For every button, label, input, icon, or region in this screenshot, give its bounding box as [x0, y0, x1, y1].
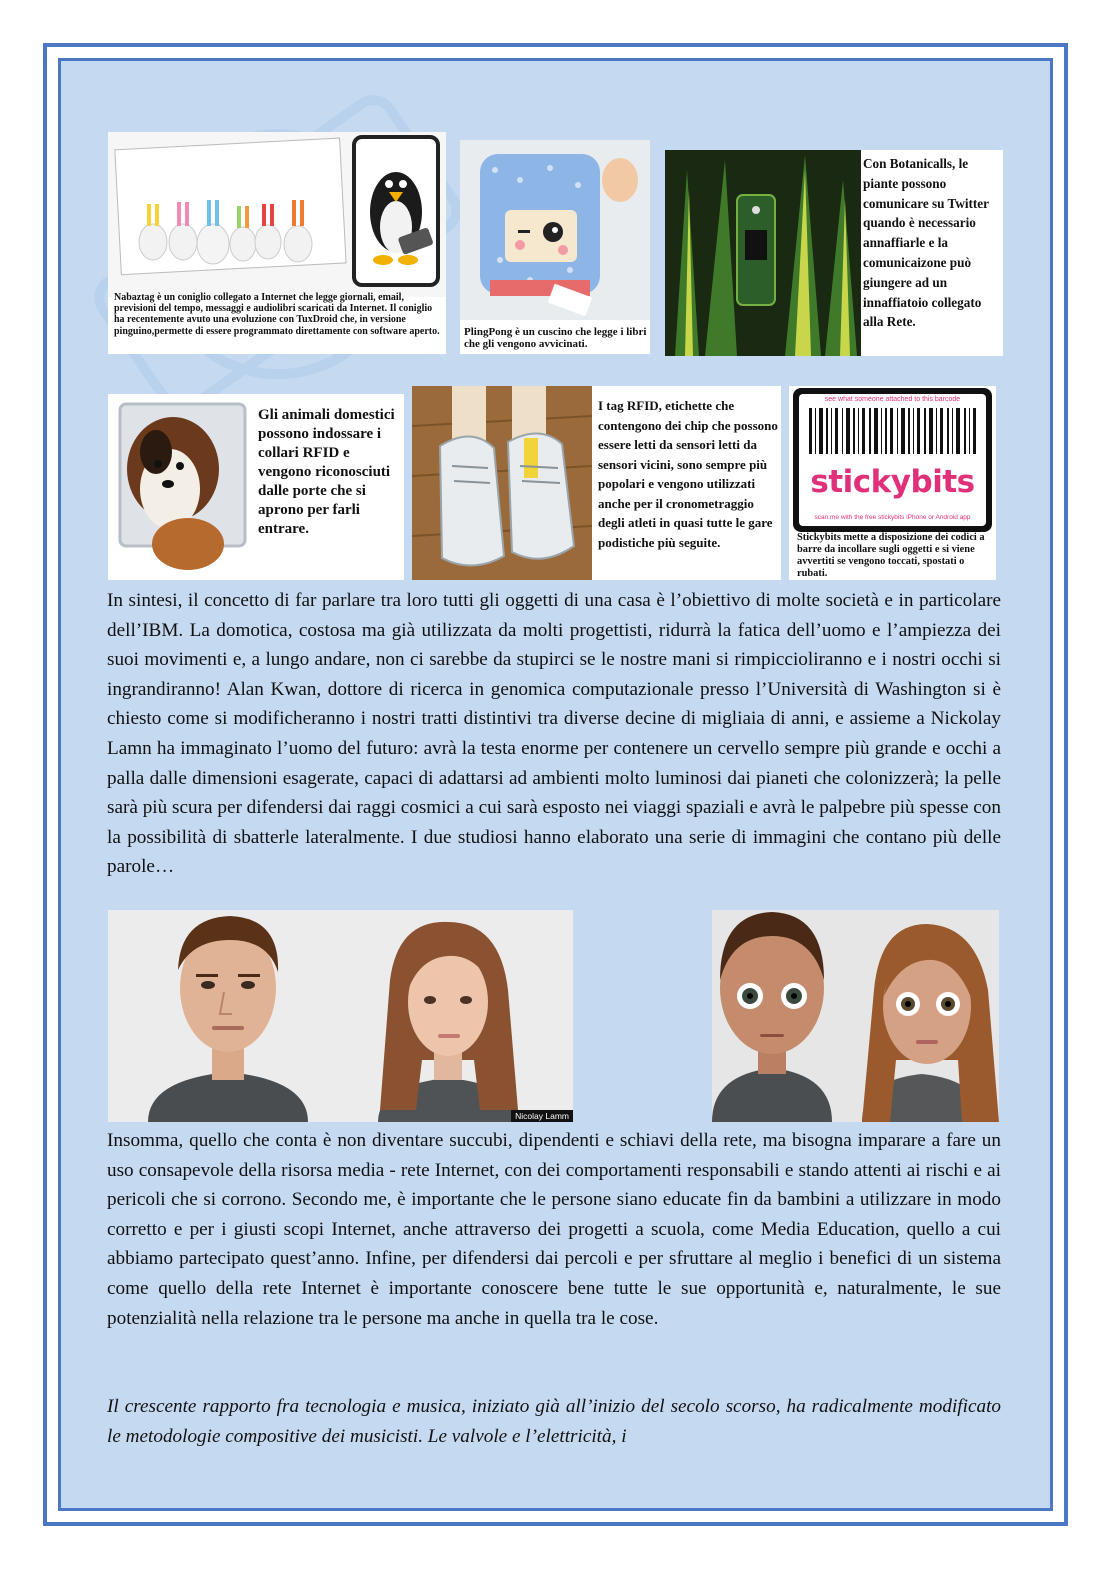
nabaztag-caption: Nabaztag è un coniglio collegato a Internet che legge giornali, email, previsioni del tempo, messaggi e audiolibri scaricati da Internet. Il coniglio ha recentemente avuto una evoluzione con TuxDroid che, in versione pinguino,permette di essere programmato direttamente con software aperto.	[114, 292, 440, 337]
stickybits-bottom-line: scan me with the free stickybits iPhone or Android app	[814, 514, 971, 521]
stickybits-card	[789, 386, 996, 580]
botanicalls-plant-image	[665, 150, 861, 356]
botanicalls-card	[665, 150, 1003, 356]
rfid-card	[412, 386, 781, 580]
stickybits-caption: Stickybits mette a disposizione dei codici a barre da incollare sugli oggetti e si viene avvertiti se vengono toccati, spostati o rubati.	[797, 532, 985, 579]
plingpong-card	[460, 140, 650, 354]
botanicalls-caption: Con Botanicalls, le piante possono comunicare su Twitter quando è necessario annaffiarle e la comunicaizone può giungere ad un innaffiatoio collegato alla Rete.	[863, 156, 989, 330]
nabaztag-card	[108, 132, 446, 354]
stickybits-label	[793, 388, 992, 532]
plingpong-pillow-image	[460, 140, 650, 320]
paragraph-intro: In sintesi, il concetto di far parlare tra loro tutti gli oggetti di una casa è l’obiettivo di molte società e in particolare dell’IBM. La domotica, costosa ma già utilizzata da molti progettisti, ridurrà la fatica dell’uomo e l’ampiezza dei suoi movimenti e, a lungo andare, non ci sarebbe da stupirci se le nostre mani si rimpiccioliranno e i nostri occhi si ingrandiranno! Alan Kwan, dottore di ricerca in genomica computazionale presso l’Università di Washington si è chiesto come si modificheranno i nostri tratti distintivi tra diverse decine di migliaia di anni, e assieme a Nickolay Lamn ha immaginato l’uomo del futuro: avrà la testa enorme per contenere un cervello sempre più grande e occhi a palla dalle dimensioni esagerate, capaci di adattarsi ad ambienti molto luminosi dai pianeti che colonizzerà; la pelle sarà più scura per difendersi dai raggi cosmici a cui sarà esposto nei viaggi spaziali e avrà le palpebre più spesse con la possibilità di sbatterle lateralmente. I due studiosi hanno elaborato una serie di immagini che contano più delle parole…	[107, 590, 1001, 878]
stickybits-top-line: see what someone attached to this barcode	[824, 396, 961, 403]
future-faces-photo	[712, 910, 999, 1122]
pets-card	[108, 394, 404, 580]
plingpong-caption: PlingPong è un cuscino che legge i libri che gli vengono avvicinati.	[464, 326, 647, 351]
nabaztag-rabbits-image	[108, 132, 446, 297]
future-faces-illustration	[712, 910, 999, 1122]
rfid-caption: I tag RFID, etichette che contengono dei chip che possono essere letti da sensori letti da sensori vicini, sono sempre più popolari e vengono utilizzati anche per il cronometraggio degli atleti in quasi tutte le gare podistiche più seguite.	[598, 398, 778, 550]
present-faces-illustration	[108, 910, 573, 1122]
stickybits-logo: stickybits	[810, 464, 975, 500]
barcode-icon	[809, 408, 977, 454]
dog-pet-door-image	[108, 394, 253, 580]
photo-credit: Nicolay Lamm	[511, 1110, 573, 1122]
pets-caption: Gli animali domestici possono indossare i collari RFID e vengono riconosciuti dalle porte che si aprono per farli entrare.	[258, 407, 395, 538]
paragraph-conclusion: Insomma, quello che conta è non diventare succubi, dipendenti e schiavi della rete, ma bisogna imparare a fare un uso consapevole della risorsa media - rete Internet, con dei comportamenti responsabili e stando attenti ai rischi e ai pericoli che si corrono. Secondo me, è importante che le persone siano educate fin da bambini a utilizzare in modo corretto e per i giusti scopi Internet, anche attraverso dei progetti a scuola, come Media Education, quello a cui abbiamo partecipato quest’anno. Infine, per difendersi dai percoli e per sfruttare al meglio i benefici di un sistema come quello della rete Internet è importante conoscere bene tutte le sue opportunità e, naturalmente, le sue potenzialità nella relazione tra le persone ma anche in quella tra le cose.	[107, 1130, 1001, 1329]
paragraph-music-intro: Il crescente rapporto fra tecnologia e musica, iniziato già all’inizio del secolo scorso, ha radicalmente modificato le metodologie compositive dei musicisti. Le valvole e l’elettricità, i	[107, 1396, 1001, 1447]
present-faces-photo	[108, 910, 573, 1122]
running-shoes-image	[412, 386, 592, 580]
